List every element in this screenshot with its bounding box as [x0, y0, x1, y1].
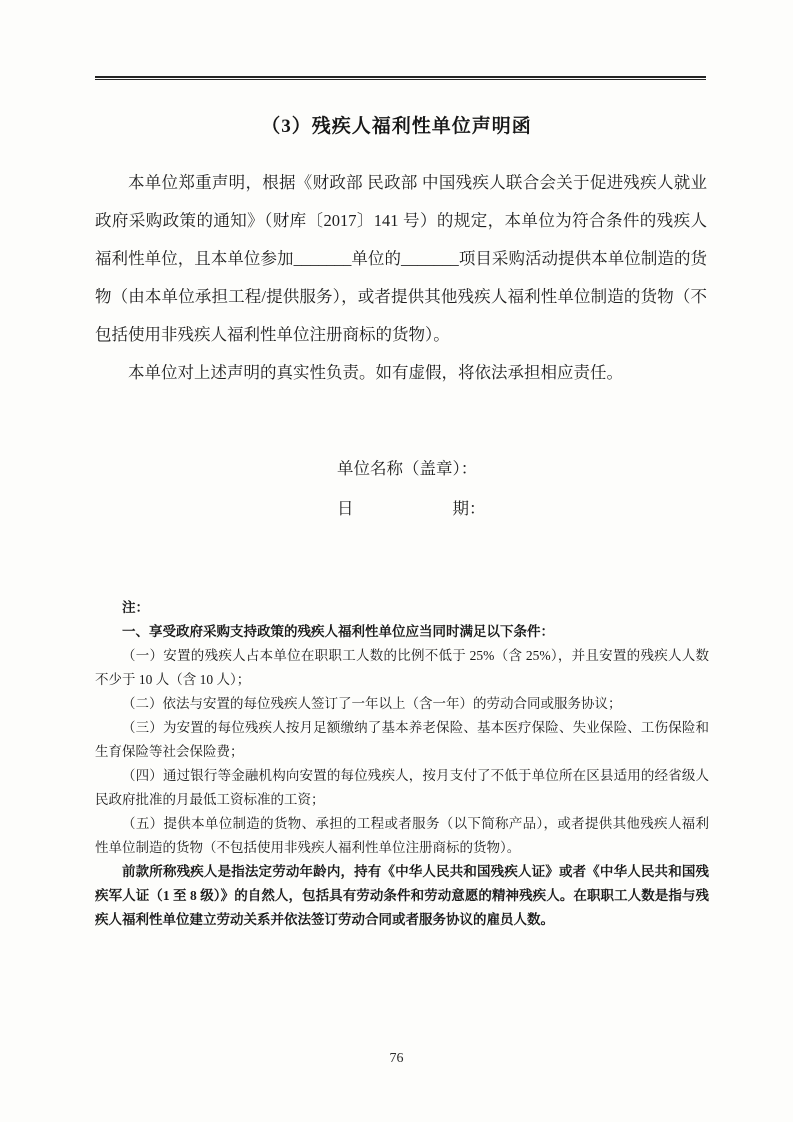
note-item-3: （三）为安置的每位残疾人按月足额缴纳了基本养老保险、基本医疗保险、失业保险、工伤保险和生育保险等社会保险费；: [95, 720, 709, 759]
note-item-4: （四）通过银行等金融机构向安置的每位残疾人，按月支付了不低于单位所在区县适用的经省级人民政府批准的月最低工资标准的工资；: [95, 768, 709, 807]
responsibility-paragraph: 本单位对上述声明的真实性负责。如有虚假，将依法承担相应责任。: [128, 363, 623, 382]
note-item-5: （五）提供本单位制造的货物、承担的工程或者服务（以下简称产品），或者提供其他残疾人福利性单位制造的货物（不包括使用非残疾人福利性单位注册商标的货物）。: [95, 816, 709, 855]
notes-heading: 注：: [122, 600, 149, 615]
declaration-paragraph: 本单位郑重声明，根据《财政部 民政部 中国残疾人联合会关于促进残疾人就业政府采购政策的通知》（财库〔2017〕141 号）的规定，本单位为符合条件的残疾人福利性单位，且本单位参加_______单位的_______项目采购活动提供本单位制造的货物（由本单位承担工程/提供服务），或者提供其他残疾人福利性单位制造的货物（不包括使用非残疾人福利性单位注册商标的货物）。: [95, 173, 707, 344]
page-number: 76: [389, 1051, 404, 1066]
signature-unit-label: 单位名称（盖章）：: [337, 459, 478, 478]
note-item-2: （二）依法与安置的每位残疾人签订了一年以上（含一年）的劳动合同或服务协议；: [122, 696, 622, 711]
page-title: （3）残疾人福利性单位声明函: [261, 116, 532, 137]
notes-closing-paragraph: 前款所称残疾人是指法定劳动年龄内，持有《中华人民共和国残疾人证》或者《中华人民共和国残疾军人证（1 至 8 级）》的自然人，包括具有劳动条件和劳动意愿的精神残疾人。在职职工人数是指与残疾人福利性单位建立劳动关系并依法签订劳动合同或者服务协议的雇员人数。: [95, 864, 709, 927]
notes-rule-heading: 一、享受政府采购支持政策的残疾人福利性单位应当同时满足以下条件：: [122, 624, 554, 639]
note-item-1: （一）安置的残疾人占本单位在职职工人数的比例不低于 25%（含 25%），并且安置的残疾人人数不少于 10 人（含 10 人）；: [95, 648, 709, 687]
signature-block: [337, 449, 486, 529]
declaration-body: [95, 164, 707, 392]
header-double-rule: [95, 76, 706, 80]
notes-section: [95, 596, 709, 932]
signature-date-label: 日 期：: [337, 499, 486, 518]
